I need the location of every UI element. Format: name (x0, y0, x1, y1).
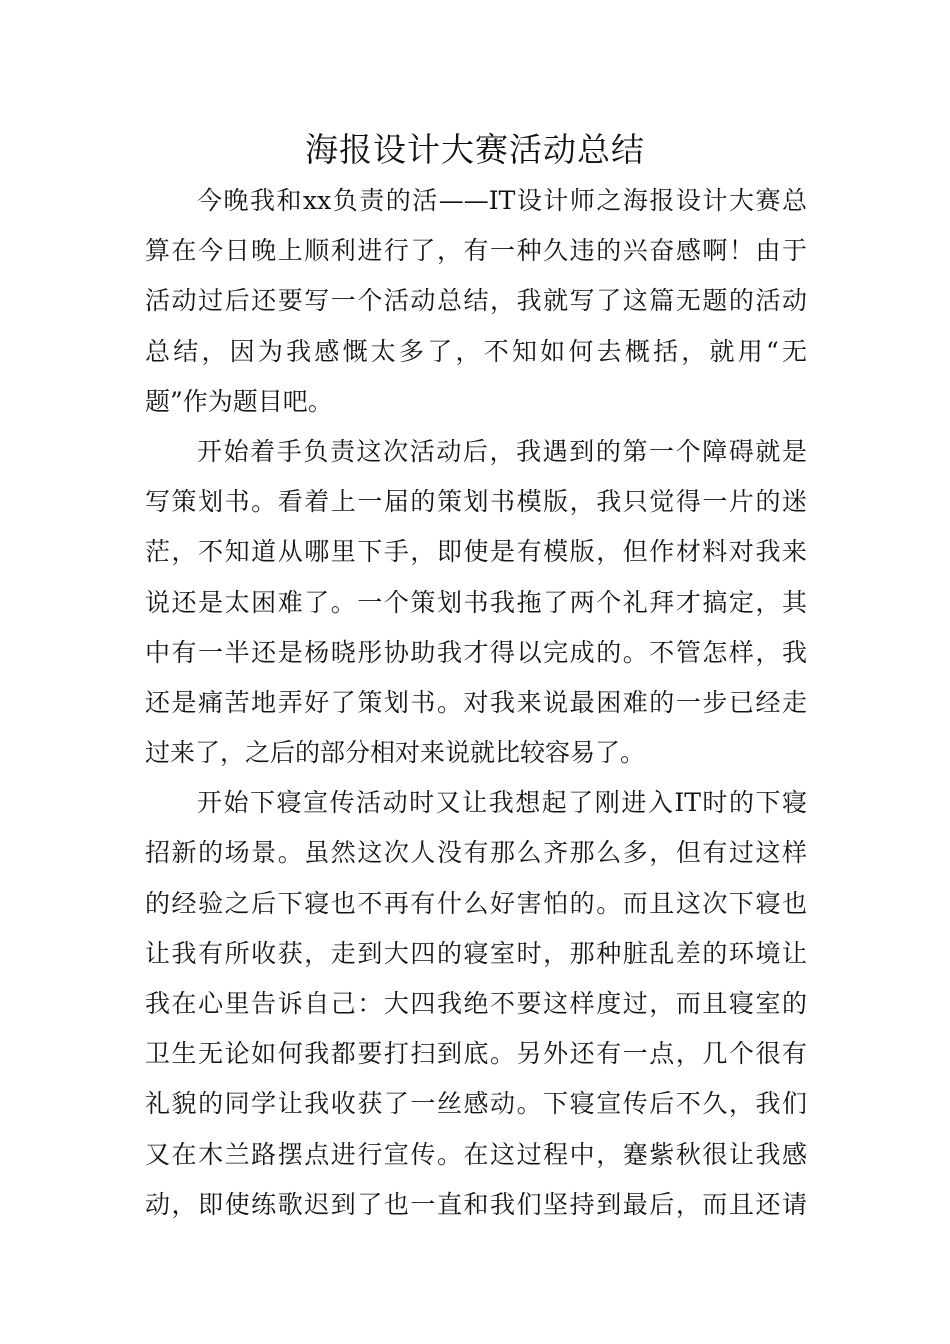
paragraph-line: 我在心里告诉自己：大四我绝不要这样度过，而且寝室的 (145, 989, 807, 1018)
document-body (145, 176, 807, 1230)
paragraph-line: 礼貌的同学让我收获了一丝感动。下寝宣传后不久，我们 (145, 1089, 807, 1119)
paragraph-line: 又在木兰路摆点进行宣传。在这过程中，蹇紫秋很让我感 (145, 1139, 807, 1169)
paragraph-line: 卫生无论如何我都要打扫到底。另外还有一点，几个很有 (145, 1039, 807, 1069)
paragraph-line: 活动过后还要写一个活动总结，我就写了这篇无题的活动 (145, 286, 807, 316)
paragraph-line: 中有一半还是杨晓彤协助我才得以完成的。不管怎样，我 (145, 637, 807, 667)
paragraph-line: 算在今日晚上顺利进行了，有一种久违的兴奋感啊！由于 (145, 236, 807, 266)
paragraph-line: 茫，不知道从哪里下手，即使是有模版，但作材料对我来 (145, 537, 807, 567)
paragraph-line: 今晚我和xx负责的活——IT设计师之海报设计大赛总 (197, 186, 807, 215)
paragraph-line: 写策划书。看着上一届的策划书模版，我只觉得一片的迷 (145, 487, 807, 517)
paragraph-line: 让我有所收获，走到大四的寝室时，那种脏乱差的环境让 (145, 938, 807, 968)
paragraph-line: 总结，因为我感慨太多了，不知如何去概括，就用“无 (145, 336, 807, 366)
paragraph-1 (145, 176, 807, 427)
paragraph-line: 开始着手负责这次活动后，我遇到的第一个障碍就是 (197, 436, 807, 466)
paragraph-2 (145, 427, 807, 778)
paragraph-line: 过来了，之后的部分相对来说就比较容易了。 (145, 738, 646, 768)
paragraph-line: 还是痛苦地弄好了策划书。对我来说最困难的一步已经走 (145, 687, 807, 717)
paragraph-line: 题”作为题目吧。 (145, 386, 333, 416)
paragraph-line: 招新的场景。虽然这次人没有那么齐那么多，但有过这样 (145, 838, 807, 868)
document-title: 海报设计大赛活动总结 (305, 130, 645, 169)
paragraph-3 (145, 778, 807, 1230)
paragraph-line: 的经验之后下寝也不再有什么好害怕的。而且这次下寝也 (145, 888, 807, 918)
paragraph-line: 说还是太困难了。一个策划书我拖了两个礼拜才搞定，其 (145, 587, 807, 617)
paragraph-line: 动，即使练歌迟到了也一直和我们坚持到最后，而且还请 (145, 1189, 807, 1219)
paragraph-line: 开始下寝宣传活动时又让我想起了刚进入IT时的下寝 (197, 788, 807, 818)
